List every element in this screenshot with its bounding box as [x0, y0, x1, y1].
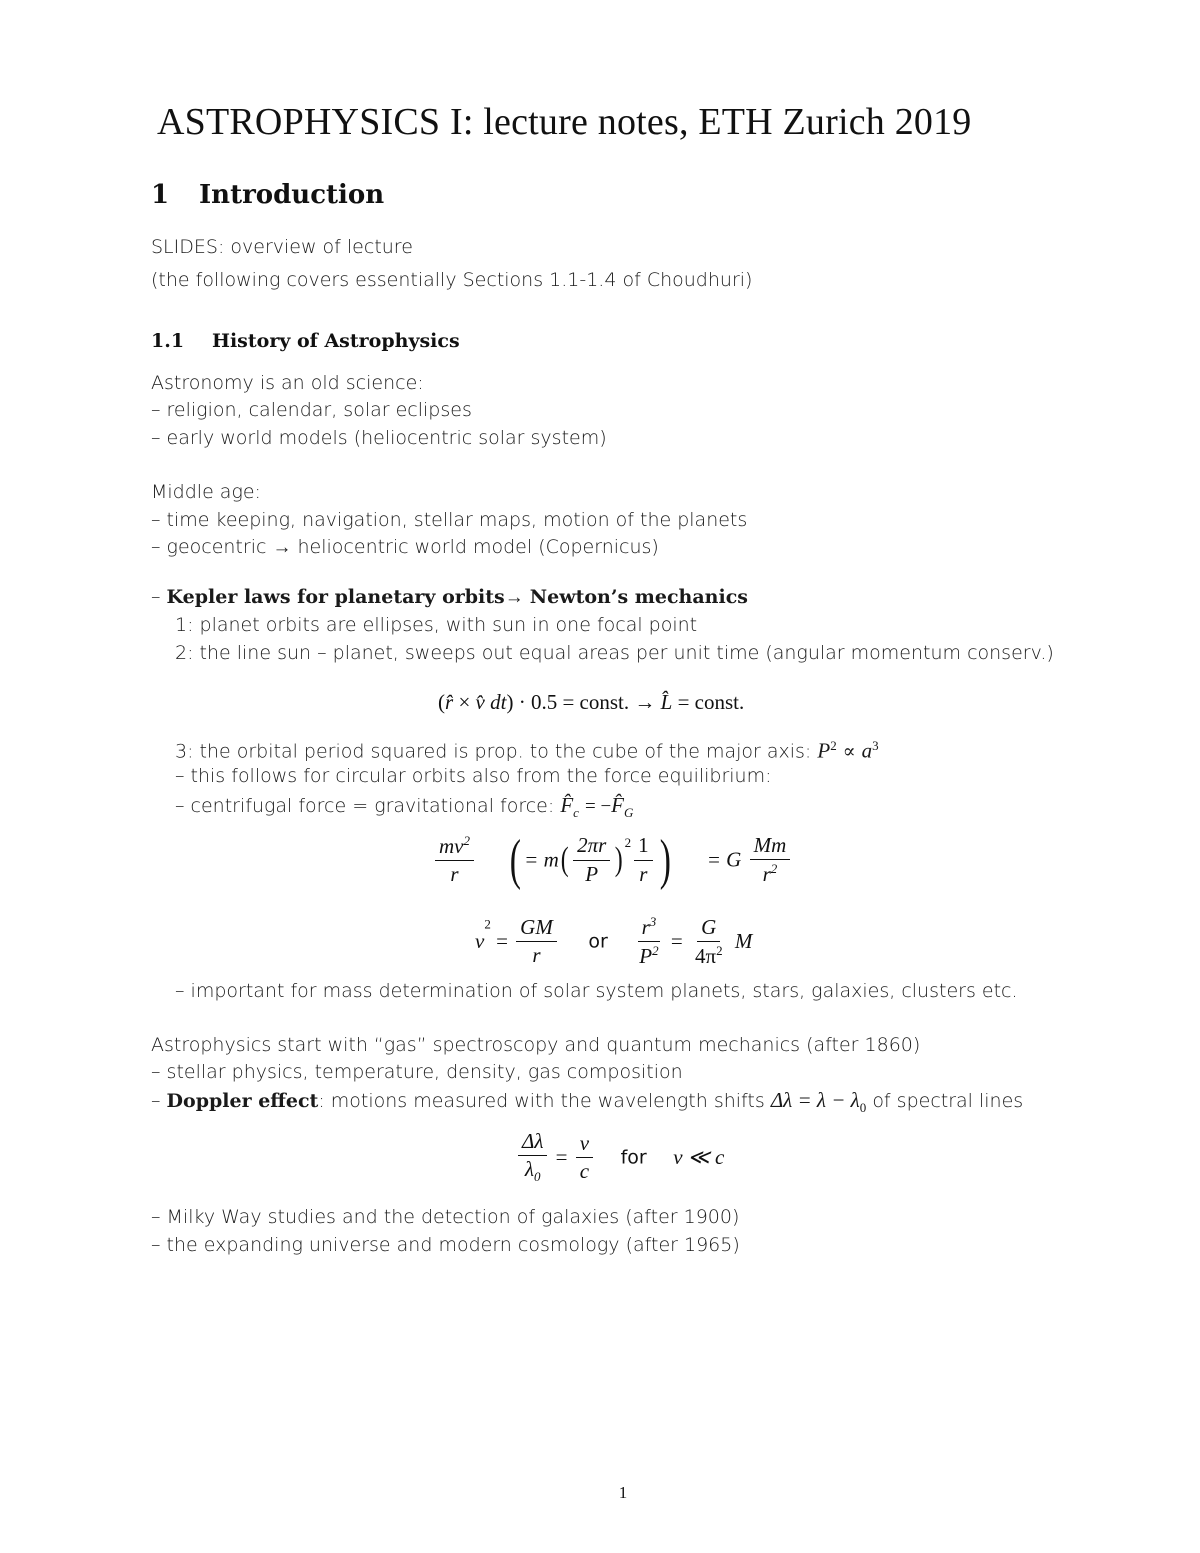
law3-P-exponent: 2: [830, 738, 837, 753]
close-paren: ): [614, 841, 623, 878]
section-number: 1: [151, 180, 170, 210]
eq-r-hat: r̂: [445, 690, 454, 714]
fraction-GM-r: [516, 916, 557, 967]
fraction-2pir-P: [573, 834, 610, 885]
astrophysics-lead: Astrophysics start with “gas” spectroscopy and quantum mechanics (after 1860): [151, 1034, 921, 1056]
doppler-tail: of spectral lines: [872, 1090, 1024, 1112]
exponent: 2: [716, 942, 723, 958]
middle-age-item: [151, 536, 659, 559]
open-paren: (: [560, 841, 569, 878]
kepler-law-1: 1: planet orbits are ellipses, with sun in one focal point: [175, 614, 698, 636]
kepler-heading: [151, 586, 748, 609]
numerator: Δλ: [518, 1130, 547, 1156]
numerator: 2πr: [573, 834, 610, 860]
exponent: 2: [484, 916, 491, 932]
proportional-symbol: ∝: [842, 741, 856, 763]
numerator: mv: [439, 833, 464, 858]
astrophysics-item: – the expanding universe and modern cosmology (after 1965): [151, 1234, 740, 1256]
eq-M: M: [734, 929, 753, 954]
fraction-1-r: [634, 834, 653, 885]
equation-force-balance: [432, 829, 793, 891]
equation-orbital-velocity: [475, 915, 752, 968]
numerator: G: [697, 916, 720, 942]
eq-arrow: →: [634, 690, 656, 714]
doppler-subscript: 0: [859, 1099, 867, 1115]
middle-age-item-text: heliocentric world model (Copernicus): [297, 536, 659, 558]
astronomy-item: – early world models (heliocentric solar system): [151, 427, 607, 449]
doppler-title: Doppler effect: [166, 1090, 319, 1112]
denominator: r: [532, 943, 541, 968]
eq-mul-const: ) · 0.5 = const.: [506, 690, 630, 714]
circular-orbit-note: – this follows for circular orbits also from the force equilibrium:: [175, 765, 772, 787]
law3-P: P: [817, 738, 831, 763]
eq-v: v: [475, 929, 485, 954]
force-c-sub: c: [573, 804, 579, 820]
exponent: 2: [463, 832, 470, 848]
denominator: r: [639, 861, 648, 886]
eq-v-hat: v̂: [475, 690, 485, 714]
law3-text: 3: the orbital period squared is prop. to the cube of the major axis:: [175, 740, 812, 763]
eq-dt: dt: [490, 690, 507, 714]
kepler-law-2: 2: the line sun – planet, sweeps out equal areas per unit time (angular momentum conserv.): [175, 642, 1054, 664]
numerator: GM: [516, 916, 557, 942]
centrifugal-note: [175, 793, 633, 821]
numerator: Mm: [750, 834, 791, 860]
eq-L-hat: L̂: [660, 690, 673, 714]
numerator: v: [576, 1132, 593, 1158]
dash: –: [151, 586, 161, 608]
denominator: P: [585, 861, 599, 886]
arrow-symbol: →: [272, 537, 292, 558]
fraction-r3-P2: [635, 915, 662, 968]
equals-minus: = −: [584, 796, 612, 817]
middle-age-lead: Middle age:: [151, 481, 261, 503]
doppler-math: Δλ = λ − λ: [770, 1088, 860, 1112]
astronomy-lead: Astronomy is an old science:: [151, 372, 424, 394]
numerator: r: [641, 915, 650, 939]
subsection-number: 1.1: [151, 330, 185, 352]
big-close-paren: ): [659, 829, 671, 891]
doppler-text: : motions measured with the wavelength shifts: [318, 1090, 765, 1112]
newton-title: Newton’s mechanics: [529, 586, 748, 608]
section-heading: [151, 180, 384, 210]
fraction-mv2-r: [435, 834, 474, 886]
big-open-paren: (: [509, 829, 521, 891]
centrifugal-text: – centrifugal force = gravitational force:: [175, 795, 555, 817]
exponent: 2: [652, 943, 659, 959]
eq-equals: =: [496, 929, 508, 954]
exponent: 3: [649, 914, 657, 929]
force-G-sub: G: [624, 804, 634, 820]
eq-open-paren: (: [438, 690, 445, 714]
coverage-note: (the following covers essentially Sections 1.1-1.4 of Choudhuri): [151, 269, 753, 291]
exponent: 2: [770, 861, 778, 876]
force-G: F̂: [611, 793, 624, 817]
eq-condition: v ≪ c: [673, 1144, 725, 1169]
page-number: 1: [618, 1483, 628, 1502]
middle-age-item-text: – geocentric: [151, 536, 267, 558]
equation-doppler: [515, 1130, 724, 1185]
arrow-symbol: →: [504, 587, 524, 608]
eq-equals: =: [555, 1144, 568, 1169]
denominator: P: [639, 944, 653, 969]
middle-age-item: – time keeping, navigation, stellar maps, motion of the planets: [151, 509, 748, 531]
equation-angular-momentum: [438, 690, 744, 715]
doppler-line: [151, 1088, 1023, 1116]
astrophysics-item: – stellar physics, temperature, density, gas composition: [151, 1061, 683, 1083]
kepler-law-3: [175, 738, 879, 763]
denominator: λ: [524, 1157, 535, 1182]
subsection-title: History of Astrophysics: [212, 330, 460, 352]
subsection-heading: [151, 330, 460, 352]
importance-note: – important for mass determination of solar system planets, stars, galaxies, clusters etc.: [175, 980, 1018, 1002]
fraction-v-c: [576, 1132, 593, 1183]
force-c: F̂: [560, 793, 574, 817]
kepler-title: Kepler laws for planetary orbits: [166, 586, 505, 608]
denominator: 4π: [694, 943, 717, 968]
numerator: 1: [634, 834, 653, 860]
dash: –: [151, 1090, 161, 1112]
astronomy-item: – religion, calendar, solar eclipses: [151, 399, 472, 421]
law3-a: a: [861, 738, 873, 763]
law3-a-exponent: 3: [872, 738, 879, 753]
subscript: 0: [534, 1169, 541, 1185]
eq-equals: =: [670, 929, 683, 954]
denominator: c: [579, 1158, 590, 1183]
fraction-dlambda-lambda0: [518, 1130, 547, 1185]
eq-const: = const.: [677, 690, 745, 714]
fraction-Mm-r2: [750, 834, 791, 886]
section-title: Introduction: [199, 180, 385, 210]
fraction-G-4pi2: [691, 916, 727, 968]
eq-for: for: [620, 1146, 647, 1169]
exponent: 2: [624, 834, 632, 850]
denominator: r: [762, 862, 771, 886]
eq-or: or: [588, 930, 608, 953]
denominator: r: [450, 862, 459, 886]
eq-equals-G: = G: [706, 847, 742, 872]
astrophysics-item: – Milky Way studies and the detection of galaxies (after 1900): [151, 1206, 740, 1228]
eq-times: ×: [458, 690, 471, 714]
slides-note: SLIDES: overview of lecture: [151, 236, 413, 258]
document-title: ASTROPHYSICS I: lecture notes, ETH Zurich 2019: [157, 101, 972, 143]
eq-equals-m: = m: [524, 847, 559, 872]
